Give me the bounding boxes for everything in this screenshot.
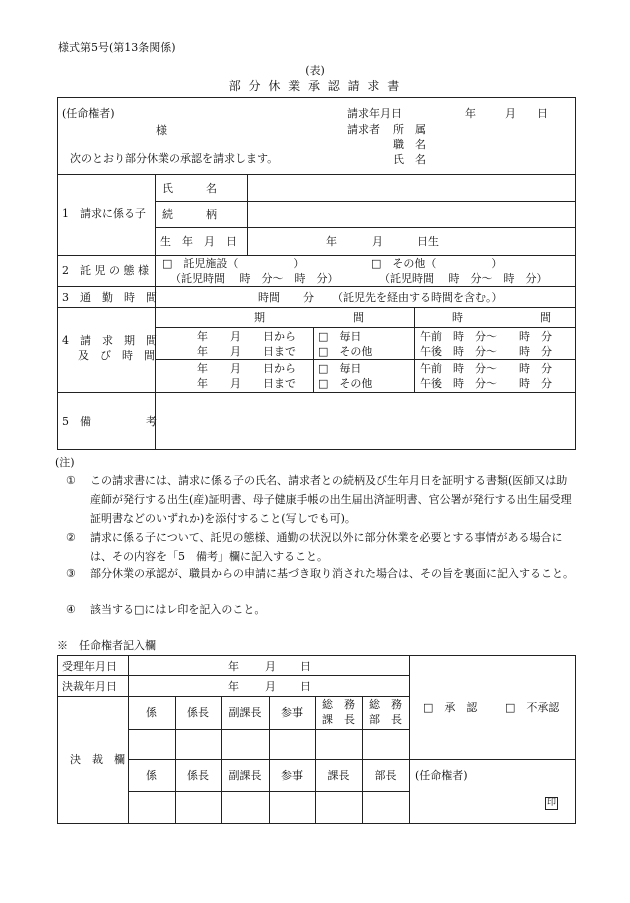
name-label: 氏 名 (393, 153, 426, 166)
childcare-time-2: （託児時間 時 分～ 時 分） (379, 272, 548, 285)
sama-label: 様 (156, 124, 167, 137)
period-row-3-check[interactable]: □ 毎日 (318, 362, 362, 375)
kessai-label: 決 裁 欄 (70, 753, 125, 766)
dob-year: 年 (326, 235, 337, 248)
row2-kakari: 係 (146, 769, 157, 782)
row1-kacho: 課 長 (322, 713, 355, 726)
period-row-2-time: 午後 時 分～ 時 分 (420, 345, 552, 358)
row1-somu-2: 総 務 (369, 698, 402, 711)
sec4-label-1: 4 請 求 期 間 (62, 334, 157, 347)
decided-month: 月 (265, 680, 276, 693)
note-2: ② 請求に係る子について、託児の態様、通勤の状況以外に部分休業を必要とする事情がある場合には、その内容を「5 備考」欄に記入すること。 (66, 531, 563, 563)
form-id: 様式第5号(第13条関係) (58, 41, 176, 54)
time-header: 時 間 (452, 311, 551, 324)
period-header: 期 間 (254, 311, 364, 324)
period-row-3-time: 午前 時 分～ 時 分 (420, 362, 552, 375)
year-label: 年 (465, 107, 476, 120)
request-date-label: 請求年月日 (347, 107, 402, 120)
row1-kakaricho: 係長 (187, 706, 209, 719)
commute-hours-label: 時間 (258, 291, 280, 304)
reject-checkbox[interactable]: □ 不承認 (505, 701, 560, 714)
row2-fukukacho: 副課長 (228, 769, 262, 782)
notes-heading: (注) (55, 456, 75, 469)
form-title: 部 分 休 業 承 認 請 求 書 (228, 79, 402, 93)
received-month: 月 (265, 660, 276, 673)
note-1: ① この請求書には、請求に係る子の氏名、請求者との続柄及び生年月日を証明する書類(医師又は助産師が発行する出生(産)証明書、母子健康手帳の出生届出済証明書、官公署が発行する出生届受理証明書などのいずれか)を添付すること(写しでも可)。 (66, 474, 572, 525)
note-4: ④ 該当する□にはレ印を記入のこと。 (66, 603, 266, 616)
row2-kacho: 課長 (327, 769, 350, 782)
affiliation-label: 所 属 (393, 123, 426, 136)
sec2-label: 2 託 児 の 態 様 (62, 264, 149, 277)
period-row-4-time: 午後 時 分～ 時 分 (420, 377, 552, 390)
decided-date-label: 決裁年月日 (62, 680, 117, 693)
side-label: (表) (305, 64, 325, 77)
received-date-label: 受理年月日 (62, 660, 117, 673)
dob-label: 生 年 月 日 (160, 235, 237, 248)
position-label: 職 名 (393, 138, 426, 151)
childcare-facility-checkbox[interactable]: □ 託児施設（ ） (162, 257, 305, 270)
admin-heading: ※ 任命権者記入欄 (57, 639, 156, 652)
admin-appointer-label: (任命権者) (415, 769, 468, 782)
approve-checkbox[interactable]: □ 承 認 (423, 701, 478, 714)
sec1-label: 1 請求に係る子 (62, 207, 146, 220)
note-3: ③ 部分休業の承認が、職員からの申請に基づき取り消された場合は、その旨を裏面に記入すること。 (66, 567, 574, 580)
child-name-label: 氏 名 (162, 182, 217, 195)
row1-somu-1: 総 務 (322, 698, 355, 711)
childcare-other-checkbox[interactable]: □ その他（ ） (371, 257, 503, 270)
row1-sanji: 参事 (281, 706, 303, 719)
sec5-label: 5 備 考 (62, 415, 157, 428)
request-text: 次のとおり部分休業の承認を請求します。 (70, 152, 279, 165)
received-year: 年 (228, 660, 239, 673)
row2-bucho: 部長 (374, 769, 397, 782)
commute-note: （託児先を経由する時間を含む。） (332, 291, 503, 304)
period-row-1-time: 午前 時 分～ 時 分 (420, 330, 552, 343)
dob-month: 月 (372, 235, 383, 248)
received-day: 日 (300, 660, 311, 673)
row1-kakari: 係 (146, 706, 157, 719)
decided-day: 日 (300, 680, 311, 693)
appointer-label: (任命権者) (62, 107, 115, 120)
day-label: 日 (537, 107, 548, 120)
relation-label: 続 柄 (162, 208, 217, 221)
admin-table (57, 655, 576, 824)
row1-fukukacho: 副課長 (228, 706, 262, 719)
childcare-time-1: （託児時間 時 分～ 時 分） (170, 272, 339, 285)
period-row-4-check[interactable]: □ その他 (318, 377, 373, 390)
period-row-1-check[interactable]: □ 毎日 (318, 330, 362, 343)
commute-minutes-label: 分 (303, 291, 314, 304)
sec4-label-2: 及 び 時 間 (78, 349, 155, 362)
period-row-2-check[interactable]: □ その他 (318, 345, 373, 358)
month-label: 月 (505, 107, 516, 120)
decided-year: 年 (228, 680, 239, 693)
period-row-1-date: 年 月 日から (197, 330, 296, 343)
period-row-3-date: 年 月 日から (197, 362, 296, 375)
dob-day: 日生 (417, 235, 439, 248)
seal-mark: 印 (546, 798, 556, 808)
row2-kakaricho: 係長 (187, 769, 209, 782)
period-row-2-date: 年 月 日まで (197, 345, 296, 358)
requester-label: 請求者 (347, 123, 380, 136)
sec3-label: 3 通 勤 時 間 (62, 291, 157, 304)
period-row-4-date: 年 月 日まで (197, 377, 296, 390)
row2-sanji: 参事 (281, 769, 303, 782)
row1-bucho: 部 長 (369, 713, 402, 726)
